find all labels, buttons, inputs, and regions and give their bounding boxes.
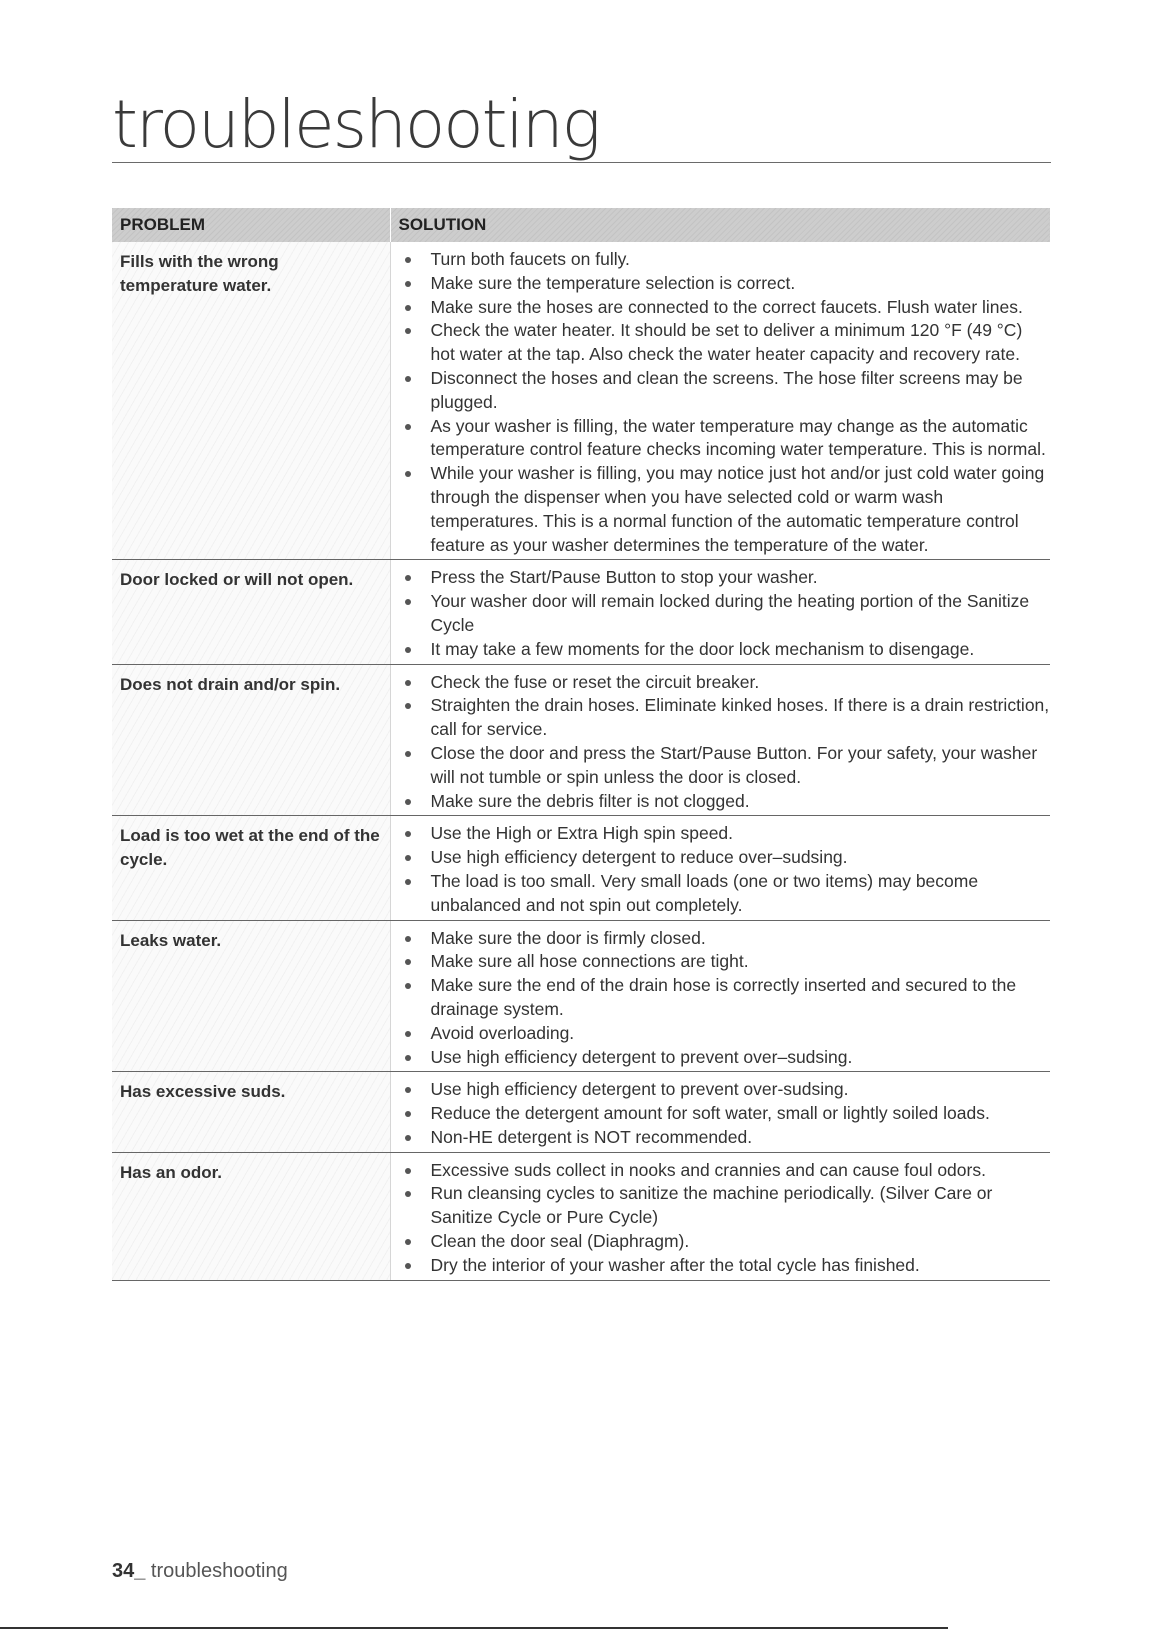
solution-item: Disconnect the hoses and clean the screens. The hose filter screens may be plugged. [401,367,1051,415]
solution-item: Make sure the temperature selection is correct. [401,272,1051,296]
solution-cell [390,1152,1050,1280]
solution-item: Avoid overloading. [401,1022,1051,1046]
solution-item: Non-HE detergent is NOT recommended. [401,1126,1051,1150]
problem-cell: Load is too wet at the end of the cycle. [112,816,390,920]
solution-cell [390,242,1050,560]
solution-item: Make sure the debris filter is not clogged. [401,790,1051,814]
solution-item: As your washer is filling, the water temperature may change as the automatic temperature control feature checks incoming water temperature. This is normal. [401,415,1051,463]
table-row [112,664,1050,816]
solution-item: Dry the interior of your washer after the total cycle has finished. [401,1254,1051,1278]
table-body [112,242,1050,1280]
solution-item: Straighten the drain hoses. Eliminate kinked hoses. If there is a drain restriction, call for service. [401,694,1051,742]
solution-item: Check the water heater. It should be set to deliver a minimum 120 °F (49 °C) hot water at the tap. Also check the water heater capacity and recovery rate. [401,319,1051,367]
solution-item: Use the High or Extra High spin speed. [401,822,1051,846]
problem-column-header: PROBLEM [112,208,390,242]
solution-list [401,822,1051,917]
solution-item: Close the door and press the Start/Pause Button. For your safety, your washer will not tumble or spin unless the door is closed. [401,742,1051,790]
solution-item: Check the fuse or reset the circuit breaker. [401,671,1051,695]
footer-section-label: troubleshooting [145,1560,288,1582]
problem-cell: Door locked or will not open. [112,560,390,664]
solution-item: Excessive suds collect in nooks and crannies and can cause foul odors. [401,1159,1051,1183]
solution-item: Make sure all hose connections are tight. [401,950,1051,974]
table-row [112,1152,1050,1280]
solution-list [401,927,1051,1070]
problem-cell: Has excessive suds. [112,1072,390,1152]
solution-list [401,671,1051,814]
title-rule [112,162,1051,163]
solution-item: Use high efficiency detergent to reduce over–sudsing. [401,846,1051,870]
page-title: troubleshooting [112,86,600,163]
solution-item: Make sure the hoses are connected to the correct faucets. Flush water lines. [401,296,1051,320]
page-footer [112,1560,288,1583]
solution-item: Use high efficiency detergent to prevent over-sudsing. [401,1078,1051,1102]
solution-item: Press the Start/Pause Button to stop your washer. [401,566,1051,590]
page-number: 34_ [112,1560,146,1582]
solution-cell [390,1072,1050,1152]
solution-cell [390,920,1050,1072]
solution-item: Run cleansing cycles to sanitize the machine periodically. (Silver Care or Sanitize Cycle or Pure Cycle) [401,1182,1051,1230]
solution-item: Reduce the detergent amount for soft water, small or lightly soiled loads. [401,1102,1051,1126]
solution-list [401,1078,1051,1149]
solution-item: It may take a few moments for the door lock mechanism to disengage. [401,638,1051,662]
problem-cell: Fills with the wrong temperature water. [112,242,390,560]
solution-item: Turn both faucets on fully. [401,248,1051,272]
table-row [112,560,1050,664]
table-row [112,920,1050,1072]
solution-column-header: SOLUTION [390,208,1050,242]
problem-cell: Leaks water. [112,920,390,1072]
solution-cell [390,664,1050,816]
bottom-rule [0,1627,948,1629]
solution-item: Clean the door seal (Diaphragm). [401,1230,1051,1254]
solution-cell [390,560,1050,664]
problem-cell: Does not drain and/or spin. [112,664,390,816]
solution-item: Make sure the door is firmly closed. [401,927,1051,951]
table-header-row [112,208,1050,242]
solution-item: The load is too small. Very small loads (one or two items) may become unbalanced and not spin out completely. [401,870,1051,918]
solution-item: Your washer door will remain locked during the heating portion of the Sanitize Cycle [401,590,1051,638]
solution-list [401,248,1051,557]
solution-item: While your washer is filling, you may notice just hot and/or just cold water going through the dispenser when you have selected cold or warm wash temperatures. This is a normal function of the automatic temperature control feature as your washer determines the temperature of the water. [401,462,1051,557]
table-row [112,816,1050,920]
troubleshooting-table [112,208,1050,1281]
solution-list [401,566,1051,661]
problem-cell: Has an odor. [112,1152,390,1280]
solution-item: Make sure the end of the drain hose is correctly inserted and secured to the drainage system. [401,974,1051,1022]
solution-item: Use high efficiency detergent to prevent over–sudsing. [401,1046,1051,1070]
table-row [112,1072,1050,1152]
solution-list [401,1159,1051,1278]
table-row [112,242,1050,560]
solution-cell [390,816,1050,920]
